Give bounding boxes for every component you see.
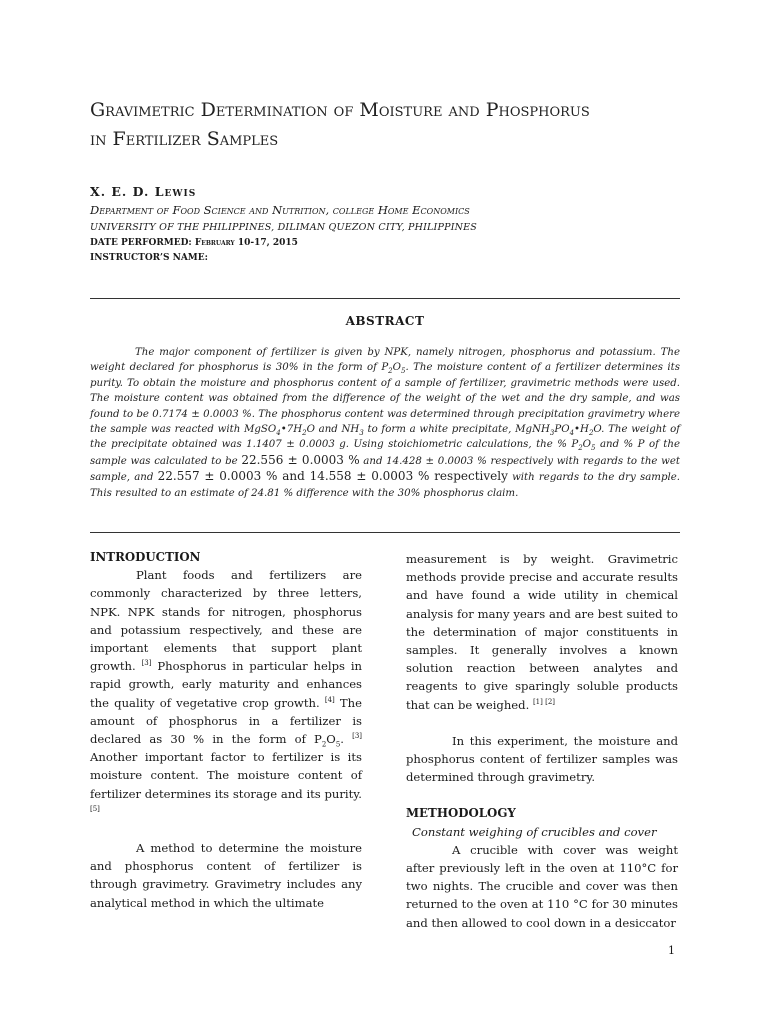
introduction-paragraph-3: measurement is by weight. Gravimetric methods provide precise and accurate results and have found a wide utility in chemical analysis for many years and are best suited to the determination of major constituents in samples. It generally involves a known solution reaction between analytes and reagents to give sparingly soluble products that can be weighed. [1] [2] (406, 552, 678, 712)
instructor-name: INSTRUCTOR’S NAME: (90, 253, 208, 263)
introduction-paragraph-4: In this experiment, the moisture and phosphorus content of fertilizer samples was determined through gravimetry. (406, 733, 678, 785)
introduction-heading: INTRODUCTION (90, 550, 201, 564)
page-number: 1 (668, 944, 675, 957)
left-column (90, 548, 362, 912)
title-line-2: in Fertilizer Samples (90, 128, 279, 150)
introduction-paragraph-2: A method to determine the moisture and phosphorus content of fertilizer is through gravimetry. Gravimetry includes any analytical method in which the ultimate (90, 841, 362, 910)
abstract-divider (90, 532, 680, 533)
title-line-1: Gravimetric Determination of Moisture and Phosphorus (90, 99, 590, 121)
paper-title (90, 96, 690, 154)
abstract-heading: ABSTRACT (345, 314, 425, 328)
date-performed: DATE PERFORMED: February 10-17, 2015 (90, 238, 298, 248)
methodology-heading: METHODOLOGY (406, 806, 516, 821)
university: UNIVERSITY OF THE PHILIPPINES, DILIMAN QUEZON CITY, PHILIPPINES (90, 222, 477, 233)
methodology-paragraph-1: A crucible with cover was weight after previously left in the oven at 110°C for two nights. The crucible and cover was then returned to the oven at 110 °C for 30 minutes and then allowed to cool down in a desiccator (406, 842, 678, 930)
right-column (406, 550, 678, 932)
abstract-body: The major component of fertilizer is given by NPK, namely nitrogen, phosphorus and potassium. The weight declared for phosphorus is 30% in the form of $P_2O_5$. The moisture content of a fertilizer determines its purity. To obtain the moisture and phosphorus content of a sample of fertilizer, gravimetric methods were used. The moisture content was obtained from the difference of the weight of the wet and the dry sample, and was found to be 0.7174 ± 0.0003 %. The phosphorus content was determined through precipitation gravimetry where the sample was reacted with $MgSO_4•7H_2O$ and $NH_3$ to form a white precipitate, $MgNH_3PO_4•H_2O$. The weight of the precipitate obtained was 1.1407 ± 0.0003 g. Using stoichiometric calculations, the % $P_2O_5$ and % P of the sample was calculated to be 22.556 ± 0.0003 % and 14.428 ± 0.0003 % respectively with regards to the wet sample, and 22.557 ± 0.0003 % and 14.558 ± 0.0003 % respectively with regards to the dry sample. This resulted to an estimate of 24.81 % difference with the 30% phosphorus claim. (90, 347, 680, 499)
top-divider (90, 298, 680, 299)
department: Department of Food Science and Nutrition, college Home Economics (90, 203, 470, 217)
introduction-paragraph-1: Plant foods and fertilizers are commonly characterized by three letters, NPK. NPK stands for nitrogen, phosphorus and potassium respectively, and these are important elements that support plant growth. [3] Phosphorus in particular helps in rapid growth, early maturity and enhances the quality of vegetative crop growth. [4] The amount of phosphorus in a fertilizer is declared as 30 % in the form of $P_2O_5$. [3] Another important factor to fertilizer is its moisture content. The moisture content of fertilizer determines its storage and its purity. [5] (90, 568, 363, 813)
author-name: X. E. D. Lewis (90, 184, 197, 199)
methodology-subheading: Constant weighing of crucibles and cover (412, 824, 657, 839)
